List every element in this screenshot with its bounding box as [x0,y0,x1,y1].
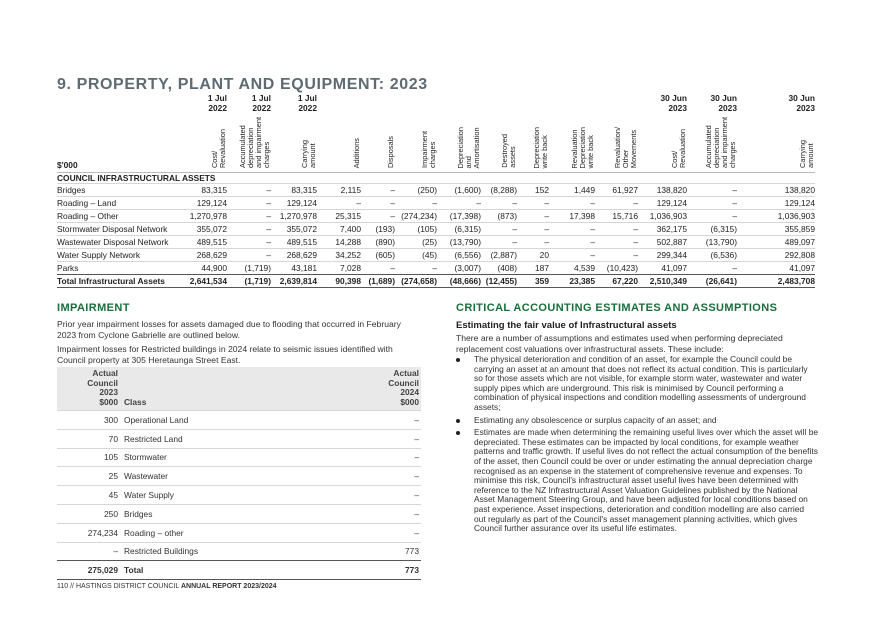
row-label: Parks [57,262,177,275]
impairment-row [57,486,421,505]
column-header-line: Additions [352,137,361,168]
table-cell: – [517,210,549,223]
column-header-line: charges [428,141,437,168]
table-row [57,262,815,275]
column-header-text [705,117,737,168]
date-cell [177,94,227,114]
column-header-line: Revaluation [570,128,579,168]
column-header-line: Disposals [386,135,395,168]
table-cell: 129,124 [638,197,687,210]
bullet-item [456,416,818,426]
row-label: Wastewater Disposal Network [57,236,177,249]
column-header-text [387,136,395,168]
table-cell: 41,097 [638,262,687,275]
header-line: 2023 [99,387,118,397]
table-cell: 362,175 [638,223,687,236]
table-cell: (25) [395,236,437,249]
impairment-2024-value: – [343,411,421,430]
table-cell: (274,234) [395,210,437,223]
table-cell: – [317,197,361,210]
table-cell: 292,808 [737,249,815,262]
bullet-text: Estimating any obsolescence or surplus capacity of an asset; and [474,414,717,425]
bullet-item [456,355,818,413]
section-label: COUNCIL INFRASTRUCTURAL ASSETS [57,173,815,184]
impairment-heading: IMPAIRMENT [57,302,130,314]
header-line: Council [388,377,419,388]
table-row [57,223,815,236]
date-line: 1 Jul [297,93,317,103]
header-line: 2024 [400,387,419,397]
table-cell: 7,400 [317,223,361,236]
impairment-2024-value: – [343,486,421,505]
column-header-text [457,127,481,169]
total-cell: (274,658) [395,275,437,288]
column-header-line: and impairment [254,117,263,168]
table-cell: – [227,223,271,236]
table-cell: 268,629 [177,249,227,262]
table-cell: 138,820 [737,184,815,197]
table-cell: 7,028 [317,262,361,275]
table-cell: (13,790) [437,236,481,249]
table-cell: – [227,210,271,223]
table-cell: – [517,223,549,236]
unit-label: $'000 [57,160,78,170]
date-line: 30 Jun [660,93,687,103]
column-header [638,114,687,173]
total-cell: (12,455) [481,275,517,288]
table-cell: 502,887 [638,236,687,249]
column-header [177,114,227,173]
table-cell: 489,515 [271,236,317,249]
bullet-item [456,428,818,534]
table-cell: 187 [517,262,549,275]
column-header-line: Amortisation [472,126,481,168]
table-cell: 355,859 [737,223,815,236]
impairment-total-row [57,561,421,580]
impairment-2024-value: – [343,504,421,523]
total-label: Total Infrastructural Assets [57,275,177,288]
table-cell: – [481,223,517,236]
table-cell: – [227,197,271,210]
column-header [549,114,595,173]
date-cell [549,94,595,114]
table-cell: (8,288) [481,184,517,197]
impairment-2023-value: 250 [57,504,123,523]
impairment-table [57,367,421,580]
bullet-text: Estimates are made when determining the remaining useful lives over which the asset will be depreciated. These estimates can be impacted by local conditions, for example weather patterns and traffic growth. If useful lives do not reflect the actual consumption of the benefits of the asset, then Council could be over or under estimating the annual depreciation charge recognised as an expense in the statement of comprehensive revenue and expenses. To minimise this risk, Council's infrastructural asset useful lives have been determined with reference to the NZ Infrastructural Asset Valuation Guidelines published by the National Asset Management Steering Group, and have been adjusted for local conditions based on past experience. Asset inspections, deterioration and condition modelling are also carried out regularly as part of the Council's asset management planning activities, which gives Council further assurance over its useful life estimates. [474,427,819,534]
bullet-icon [456,358,460,362]
table-cell: (2,887) [481,249,517,262]
table-cell: 268,629 [271,249,317,262]
column-header-row [57,114,815,173]
impairment-row [57,467,421,486]
date-cell [517,94,549,114]
header-line: Actual [92,368,118,378]
table-cell: 61,927 [595,184,638,197]
table-cell: 15,716 [595,210,638,223]
impairment-class: Wastewater [123,467,343,486]
date-cell [687,94,737,114]
table-cell: 355,072 [271,223,317,236]
bullet-icon [456,419,460,423]
table-cell: – [517,236,549,249]
date-cell [271,94,317,114]
total-cell: (1,689) [361,275,395,288]
date-cell [737,94,815,114]
table-cell: – [395,262,437,275]
date-cell [595,94,638,114]
date-line: 2023 [796,102,815,113]
table-cell: (10,423) [595,262,638,275]
col-class: Class [123,367,343,411]
table-cell: 1,036,903 [737,210,815,223]
table-cell: 83,315 [177,184,227,197]
table-cell: (6,536) [687,249,737,262]
column-header-line: Accumulated [704,125,713,168]
total-cell: 2,639,814 [271,275,317,288]
table-cell: 1,036,903 [638,210,687,223]
impairment-row [57,429,421,448]
critical-heading: CRITICAL ACCOUNTING ESTIMATES AND ASSUMPTIONS [456,302,778,314]
impairment-row [57,523,421,542]
impairment-2024-value: – [343,448,421,467]
table-cell: – [361,210,395,223]
date-cell [638,94,687,114]
table-cell: – [227,236,271,249]
column-header-text [671,129,687,168]
table-cell: (250) [395,184,437,197]
column-header-line: amount [308,143,317,168]
table-cell: – [595,197,638,210]
table-cell: 355,072 [177,223,227,236]
table-cell: – [395,197,437,210]
table-cell: (6,315) [437,223,481,236]
total-cell: 2,483,708 [737,275,815,288]
table-row [57,249,815,262]
column-header-line: Cost/ [210,150,219,168]
column-header-line: write back [586,134,595,168]
impairment-total-label: Total [123,561,343,580]
table-cell: 1,270,978 [177,210,227,223]
column-header-line: Movements [629,129,638,168]
table-cell: (1,719) [227,262,271,275]
col-actual-2023 [57,367,123,411]
column-header-line: write back [540,134,549,168]
table-cell: – [549,249,595,262]
ppe-table [57,94,815,288]
date-row [57,94,815,114]
column-header [317,114,361,173]
impairment-class: Restricted Buildings [123,542,343,561]
impairment-class: Stormwater [123,448,343,467]
column-header-line: Revaluation/ [613,126,622,168]
table-cell: – [481,236,517,249]
column-header [687,114,737,173]
impairment-2024-value: 773 [343,542,421,561]
header-line: $000 [400,396,419,407]
column-header [737,114,815,173]
table-cell: 14,288 [317,236,361,249]
section-row [57,173,815,184]
date-line: 2022 [298,102,317,113]
column-header-line: and [464,155,473,168]
date-cell [481,94,517,114]
column-header [361,114,395,173]
table-cell: – [481,197,517,210]
date-line: 1 Jul [207,93,227,103]
impairment-2023-value: – [57,542,123,561]
table-cell: – [227,249,271,262]
impairment-header-row [57,367,421,411]
footer-report-name: ANNUAL REPORT 2023/2024 [180,583,277,590]
date-line: 2022 [252,102,271,113]
impairment-para-2: Impairment losses for Restricted buildings in 2024 relate to seismic issues identified with Council property at 305 Heretaunga Street East. [57,344,393,365]
column-header-text [421,131,437,168]
impairment-2023-value: 45 [57,486,123,505]
total-cell: 359 [517,275,549,288]
date-line: 30 Jun [788,93,815,103]
column-header-line: Other [621,149,630,168]
total-cell: 67,220 [595,275,638,288]
column-header-text [799,140,815,168]
critical-subheading: Estimating the fair value of Infrastructural assets [456,320,677,331]
impairment-total-2023: 275,029 [57,561,123,580]
column-header [271,114,317,173]
table-cell: (408) [481,262,517,275]
column-header-text [571,127,595,169]
header-line: $000 [99,396,118,407]
table-cell: – [595,249,638,262]
total-cell: 90,398 [317,275,361,288]
table-cell: – [227,184,271,197]
table-cell: – [595,223,638,236]
header-line: Actual [393,368,419,378]
table-cell: (45) [395,249,437,262]
table-cell: – [687,262,737,275]
table-row [57,197,815,210]
column-header-text [533,127,549,169]
date-line: 1 Jul [251,93,271,103]
table-row [57,184,815,197]
table-cell: 138,820 [638,184,687,197]
date-cell [317,94,361,114]
table-cell: 44,900 [177,262,227,275]
table-cell: – [549,197,595,210]
table-cell: (873) [481,210,517,223]
date-cell [437,94,481,114]
date-line: 30 Jun [710,93,737,103]
total-cell: (1,719) [227,275,271,288]
table-cell: (6,315) [687,223,737,236]
impairment-2023-value: 105 [57,448,123,467]
column-header-text [301,140,317,168]
column-header [595,114,638,173]
table-cell: – [437,197,481,210]
table-row [57,210,815,223]
table-cell: 20 [517,249,549,262]
column-header-line: Accumulated [238,125,247,168]
date-line: 2023 [668,102,687,113]
column-header-line: Cost/ [670,150,679,168]
table-cell: 1,270,978 [271,210,317,223]
impairment-2023-value: 25 [57,467,123,486]
column-header [437,114,481,173]
table-cell: 489,097 [737,236,815,249]
impairment-2024-value: – [343,467,421,486]
table-cell: – [687,197,737,210]
impairment-row [57,542,421,561]
impairment-total-2024: 773 [343,561,421,580]
table-cell: 34,252 [317,249,361,262]
impairment-2023-value: 274,234 [57,523,123,542]
column-header [227,114,271,173]
col-actual-2024 [343,367,421,411]
page-title: 9. PROPERTY, PLANT AND EQUIPMENT: 2023 [57,76,428,93]
table-cell: – [687,184,737,197]
column-header-text [614,127,638,168]
table-cell: 41,097 [737,262,815,275]
row-label: Roading – Land [57,197,177,210]
column-header-line: Revaluation [218,128,227,168]
impairment-2023-value: 300 [57,411,123,430]
row-label: Stormwater Disposal Network [57,223,177,236]
column-header-line: assets [508,146,517,168]
impairment-class: Water Supply [123,486,343,505]
table-cell: (6,556) [437,249,481,262]
footer-prefix: 110 // HASTINGS DISTRICT COUNCIL [57,583,181,590]
table-cell: 129,124 [737,197,815,210]
date-line: 2022 [208,102,227,113]
column-header-line: Depreciation [456,126,465,168]
table-cell: – [361,197,395,210]
total-cell: (26,641) [687,275,737,288]
table-cell: (17,398) [437,210,481,223]
column-header-line: Carrying [300,140,309,168]
column-header-line: Impairment [420,131,429,168]
bullet-icon [456,431,460,435]
impairment-class: Bridges [123,504,343,523]
column-header-line: charges [728,141,737,168]
critical-intro: There are a number of assumptions and estimates used when performing depreciated replacement cost valuations over infrastructural assets. These include: [456,333,783,354]
table-cell: – [361,262,395,275]
column-header-line: Depreciation [532,126,541,168]
total-cell: (48,666) [437,275,481,288]
impairment-2024-value: – [343,523,421,542]
table-cell: 489,515 [177,236,227,249]
table-cell: – [517,197,549,210]
page-footer [57,583,277,590]
total-cell: 23,385 [549,275,595,288]
total-cell: 2,510,349 [638,275,687,288]
column-header-text [501,134,517,168]
impairment-2024-value: – [343,429,421,448]
column-header-line: charges [262,141,271,168]
date-cell [227,94,271,114]
table-cell: 25,315 [317,210,361,223]
table-cell: 17,398 [549,210,595,223]
table-cell: 2,115 [317,184,361,197]
table-cell: 129,124 [271,197,317,210]
row-label: Bridges [57,184,177,197]
table-cell: (105) [395,223,437,236]
column-header-line: Carrying [798,140,807,168]
column-header [395,114,437,173]
table-cell: 43,181 [271,262,317,275]
impairment-row [57,504,421,523]
total-row [57,275,815,288]
date-cell [361,94,395,114]
table-cell: 83,315 [271,184,317,197]
column-header-text [239,117,271,168]
date-cell [395,94,437,114]
column-header-line: and impairment [720,117,729,168]
table-cell: (605) [361,249,395,262]
header-line: Council [87,377,118,388]
table-cell: – [595,236,638,249]
impairment-class: Operational Land [123,411,343,430]
column-header-line: Destroyed [500,134,509,168]
column-header-line: amount [806,143,815,168]
table-cell: (193) [361,223,395,236]
column-header-line: depreciation [712,127,721,168]
table-cell: 4,539 [549,262,595,275]
date-line: 2023 [718,102,737,113]
impairment-class: Restricted Land [123,429,343,448]
table-cell: – [549,236,595,249]
column-header-line: Revaluation [678,128,687,168]
column-header-line: depreciation [246,127,255,168]
bullet-text: The physical deterioration and condition of an asset, for example the Council could be carrying an asset at an amount that does not reflect its actual condition. This is particularly so for those assets which are not visible, for example storm water, wastewater and water supply pipes which are underground. This risk is minimised by Council performing a combination of physical inspections and condition modelling assessments of underground assets; [474,354,808,412]
impairment-2023-value: 70 [57,429,123,448]
column-header-text [211,129,227,168]
table-cell: 129,124 [177,197,227,210]
table-cell: 152 [517,184,549,197]
critical-bullet-list [456,355,818,537]
table-cell: – [687,210,737,223]
table-cell: 299,344 [638,249,687,262]
row-label: Water Supply Network [57,249,177,262]
table-cell: (890) [361,236,395,249]
column-header-line: Depreciation [578,126,587,168]
table-cell: (3,007) [437,262,481,275]
table-cell: (13,790) [687,236,737,249]
row-label: Roading – Other [57,210,177,223]
total-cell: 2,641,534 [177,275,227,288]
impairment-para-1: Prior year impairment losses for assets damaged due to flooding that occurred in February 2023 from Cyclone Gabrielle are outlined below. [57,319,401,340]
impairment-class: Roading – other [123,523,343,542]
table-cell: (1,600) [437,184,481,197]
impairment-row [57,411,421,430]
column-header [517,114,549,173]
column-header [481,114,517,173]
column-header-text [353,138,361,168]
table-cell: – [361,184,395,197]
impairment-row [57,448,421,467]
table-row [57,236,815,249]
table-cell: – [549,223,595,236]
table-cell: 1,449 [549,184,595,197]
